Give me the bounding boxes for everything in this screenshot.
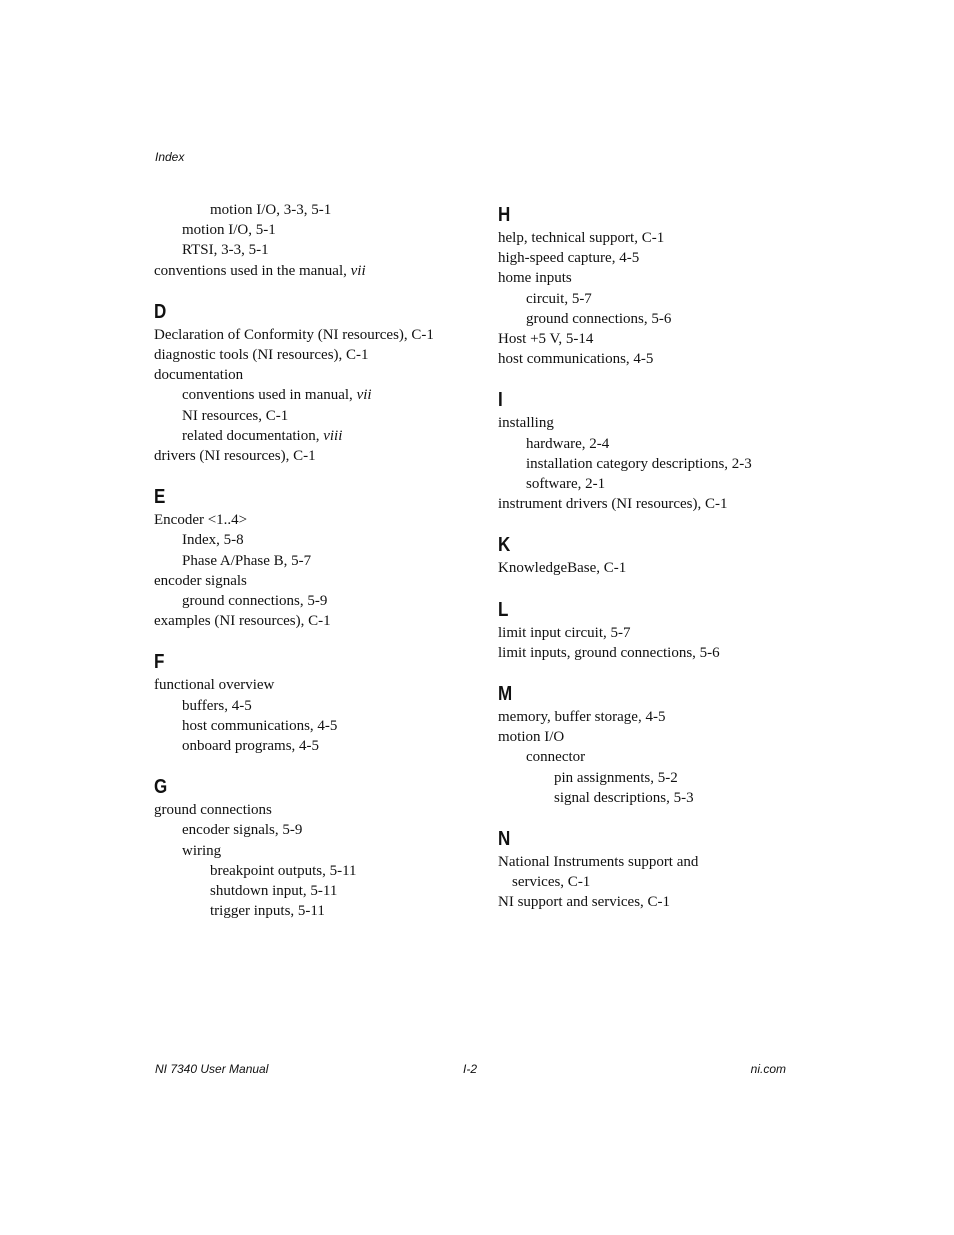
index-entry-text: pin assignments, 5-2	[554, 769, 678, 786]
index-entry	[498, 349, 828, 369]
section-letter: M	[498, 683, 513, 706]
index-entry-text: motion I/O, 5-1	[182, 222, 276, 239]
index-entry-text: hardware, 2-4	[526, 435, 610, 452]
index-entry	[154, 325, 484, 345]
index-entry-text: examples (NI resources), C-1	[154, 613, 331, 630]
index-entry	[498, 309, 828, 329]
index-entry-text: wiring	[182, 842, 222, 859]
section-letter: I	[498, 389, 503, 412]
index-entry	[498, 268, 828, 288]
index-entry	[498, 248, 828, 268]
index-entry	[498, 623, 828, 643]
index-section	[154, 200, 484, 281]
index-entry	[154, 426, 484, 446]
index-entry-text: trigger inputs, 5-11	[210, 903, 325, 920]
index-entry-text: NI resources, C-1	[182, 407, 289, 424]
index-entry-text: circuit, 5-7	[526, 290, 592, 307]
index-entry-text: NI support and services, C-1	[498, 894, 671, 911]
index-entry-text: functional overview	[154, 677, 275, 694]
index-entry	[498, 474, 828, 494]
index-entry-text: Host +5 V, 5-14	[498, 331, 594, 348]
index-entry-text: encoder signals, 5-9	[182, 822, 303, 839]
section-letter: H	[498, 204, 511, 226]
index-entry	[498, 747, 828, 767]
index-section	[154, 649, 484, 756]
index-entry-text: connector	[526, 749, 586, 766]
index-entry	[154, 841, 484, 861]
index-entry	[154, 571, 484, 591]
index-entry-text: drivers (NI resources), C-1	[154, 448, 316, 465]
index-entry-text: software, 2-1	[526, 476, 606, 493]
index-entry	[498, 454, 828, 474]
index-entry	[498, 768, 828, 788]
index-entry-text: ground connections	[154, 802, 272, 819]
index-entry	[498, 872, 828, 892]
index-entry	[498, 727, 828, 747]
index-entry-text: encoder signals	[154, 572, 247, 589]
index-column-left	[154, 200, 484, 939]
index-entry-text: installation category descriptions, 2-3	[526, 455, 752, 472]
index-entry	[154, 365, 484, 385]
index-entry	[154, 716, 484, 736]
index-entry	[154, 530, 484, 550]
index-entry-text: installing	[498, 415, 554, 432]
index-entry-text: help, technical support, C-1	[498, 230, 665, 246]
index-entry-text: conventions used in manual,	[182, 387, 357, 404]
index-entry-text: ground connections, 5-6	[526, 310, 672, 327]
index-entry	[154, 551, 484, 571]
index-entry	[498, 643, 828, 663]
index-entry	[154, 611, 484, 631]
index-entry-text: related documentation,	[182, 427, 324, 444]
index-entry	[154, 446, 484, 466]
index-entry-text: onboard programs, 4-5	[182, 738, 320, 755]
index-entry-page-ref: vii	[356, 387, 372, 404]
index-entry	[498, 289, 828, 309]
index-entry-text: memory, buffer storage, 4-5	[498, 709, 666, 726]
index-section	[498, 387, 828, 514]
index-section	[498, 532, 828, 578]
section-letter: F	[154, 651, 165, 674]
index-entry-text: diagnostic tools (NI resources), C-1	[154, 347, 369, 364]
index-entry-text: services, C-1	[512, 874, 591, 891]
index-entry-text: motion I/O	[498, 729, 565, 746]
index-section	[154, 774, 484, 921]
index-entry	[498, 494, 828, 514]
index-entry-text: breakpoint outputs, 5-11	[210, 862, 357, 879]
index-entry	[154, 675, 484, 695]
index-section	[498, 826, 828, 913]
index-section	[498, 597, 828, 663]
section-letter: E	[154, 486, 166, 509]
index-entry-text: Phase A/Phase B, 5-7	[182, 552, 312, 569]
index-entry-text: limit inputs, ground connections, 5-6	[498, 644, 720, 661]
section-letter: G	[154, 776, 168, 799]
index-entry-text: high-speed capture, 4-5	[498, 250, 640, 267]
section-letter: N	[498, 828, 511, 851]
index-entry	[154, 510, 484, 530]
footer-page-number: I-2	[463, 1062, 478, 1076]
index-entry-text: instrument drivers (NI resources), C-1	[498, 496, 728, 513]
section-letter: K	[498, 534, 511, 557]
index-entry	[154, 385, 484, 405]
running-head: Index	[155, 150, 185, 164]
index-entry-page-ref: viii	[323, 427, 343, 444]
index-entry	[498, 558, 828, 578]
index-entry	[498, 413, 828, 433]
index-entry-text: shutdown input, 5-11	[210, 883, 338, 900]
index-section	[154, 484, 484, 631]
index-entry	[154, 220, 484, 240]
index-entry	[154, 261, 484, 281]
footer-manual-title: NI 7340 User Manual	[155, 1062, 269, 1076]
index-entry-text: RTSI, 3-3, 5-1	[182, 242, 269, 259]
index-entry	[498, 228, 828, 248]
index-entry-text: National Instruments support and	[498, 854, 699, 871]
index-entry	[498, 329, 828, 349]
index-entry-page-ref: vii	[350, 262, 366, 279]
index-entry	[498, 434, 828, 454]
index-entry	[498, 788, 828, 808]
index-entry	[154, 901, 484, 921]
index-column-right	[498, 200, 828, 931]
index-entry	[154, 696, 484, 716]
index-entry-text: Declaration of Conformity (NI resources), C-1	[154, 326, 434, 343]
index-entry-text: documentation	[154, 367, 244, 384]
index-section	[498, 202, 828, 369]
index-entry	[154, 345, 484, 365]
index-entry	[154, 240, 484, 260]
index-entry-text: home inputs	[498, 270, 572, 287]
index-entry-text: limit input circuit, 5-7	[498, 624, 631, 641]
index-entry	[154, 820, 484, 840]
index-entry-text: KnowledgeBase, C-1	[498, 560, 627, 577]
index-section	[154, 299, 484, 466]
index-entry	[154, 200, 484, 220]
index-entry	[154, 406, 484, 426]
index-entry-text: host communications, 4-5	[182, 717, 338, 734]
index-entry	[154, 861, 484, 881]
index-entry-text: host communications, 4-5	[498, 351, 654, 368]
index-entry	[498, 852, 828, 872]
section-letter: D	[154, 300, 167, 323]
index-entry-text: buffers, 4-5	[182, 697, 252, 714]
footer-website: ni.com	[750, 1062, 786, 1076]
index-entry-text: motion I/O, 3-3, 5-1	[210, 202, 332, 218]
index-entry	[154, 591, 484, 611]
index-entry-text: signal descriptions, 5-3	[554, 789, 694, 806]
section-letter: L	[498, 598, 509, 621]
index-entry-text: Encoder <1..4>	[154, 512, 248, 529]
index-section	[498, 681, 828, 808]
index-entry-text: conventions used in the manual,	[154, 262, 351, 279]
index-entry	[154, 736, 484, 756]
index-entry	[154, 881, 484, 901]
index-entry	[154, 800, 484, 820]
index-entry	[498, 707, 828, 727]
index-entry	[498, 892, 828, 912]
index-entry-text: ground connections, 5-9	[182, 593, 328, 610]
index-entry-text: Index, 5-8	[182, 532, 244, 549]
